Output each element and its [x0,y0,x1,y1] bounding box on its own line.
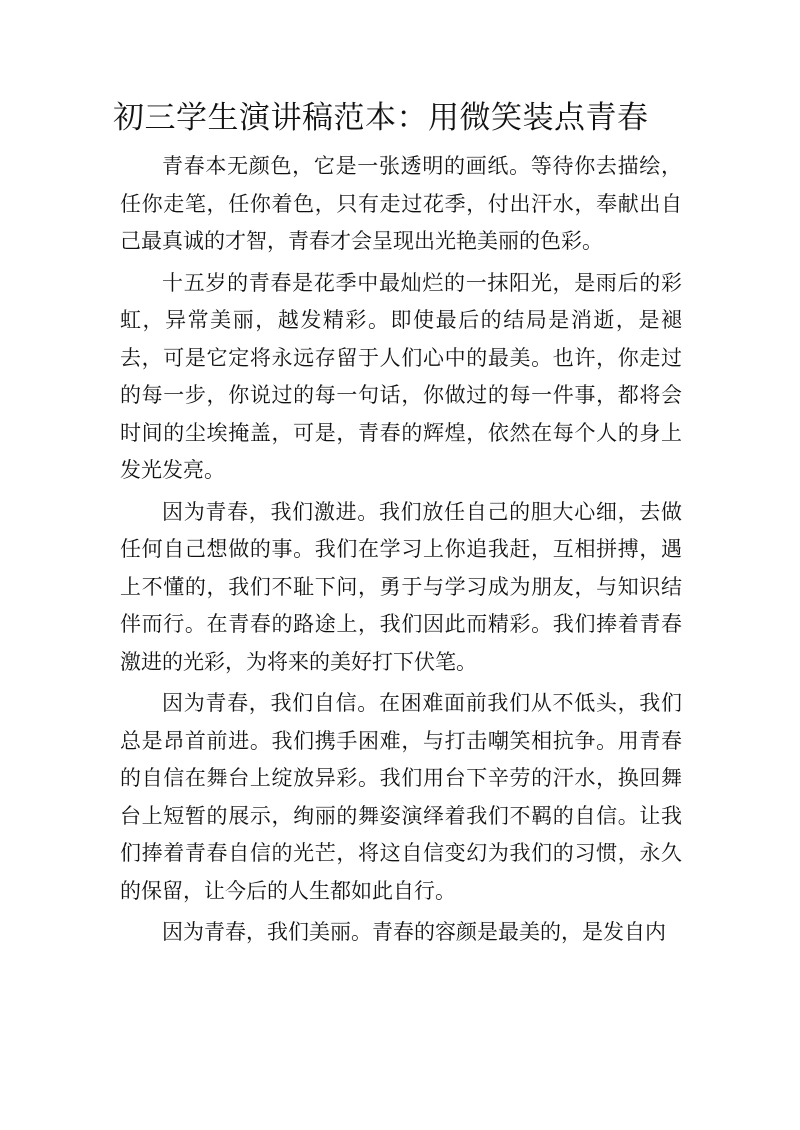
document-title: 初三学生演讲稿范本：用微笑装点青春 [113,100,649,136]
document-body [120,148,682,952]
paragraph: 因为青春，我们美丽。青春的容颜是最美的，是发自内 [162,920,666,944]
paragraph: 十五岁的青春是花季中最灿烂的一抹阳光，是雨后的彩虹，异常美丽，越发精彩。即使最后的结局是消逝，是褪去，可是它定将永远存留于人们心中的最美。也许，你走过的每一步，你说过的每一句话，你做过的每一件事，都将会时间的尘埃掩盖，可是，青春的辉煌，依然在每个人的身上发光发亮。 [120,270,682,482]
document-page [113,92,682,956]
paragraph: 因为青春，我们自信。在困难面前我们从不低头，我们总是昂首前进。我们携手困难，与打击嘲笑相抗争。用青春的自信在舞台上绽放异彩。我们用台下辛劳的汗水，换回舞台上短暂的展示，绚丽的舞姿演绎着我们不羁的自信。让我们捧着青春自信的光芒，将这自信变幻为我们的习惯，永久的保留，让今后的人生都如此自行。 [120,691,682,903]
paragraph: 因为青春，我们激进。我们放任自己的胆大心细，去做任何自己想做的事。我们在学习上你追我赶，互相拼搏，遇上不懂的，我们不耻下问，勇于与学习成为朋友，与知识结伴而行。在青春的路途上，我们因此而精彩。我们捧着青春激进的光彩，为将来的美好打下伏笔。 [120,499,682,674]
paragraph: 青春本无颜色，它是一张透明的画纸。等待你去描绘，任你走笔，任你着色，只有走过花季，付出汗水，奉献出自己最真诚的才智，青春才会呈现出光艳美丽的色彩。 [120,154,682,253]
